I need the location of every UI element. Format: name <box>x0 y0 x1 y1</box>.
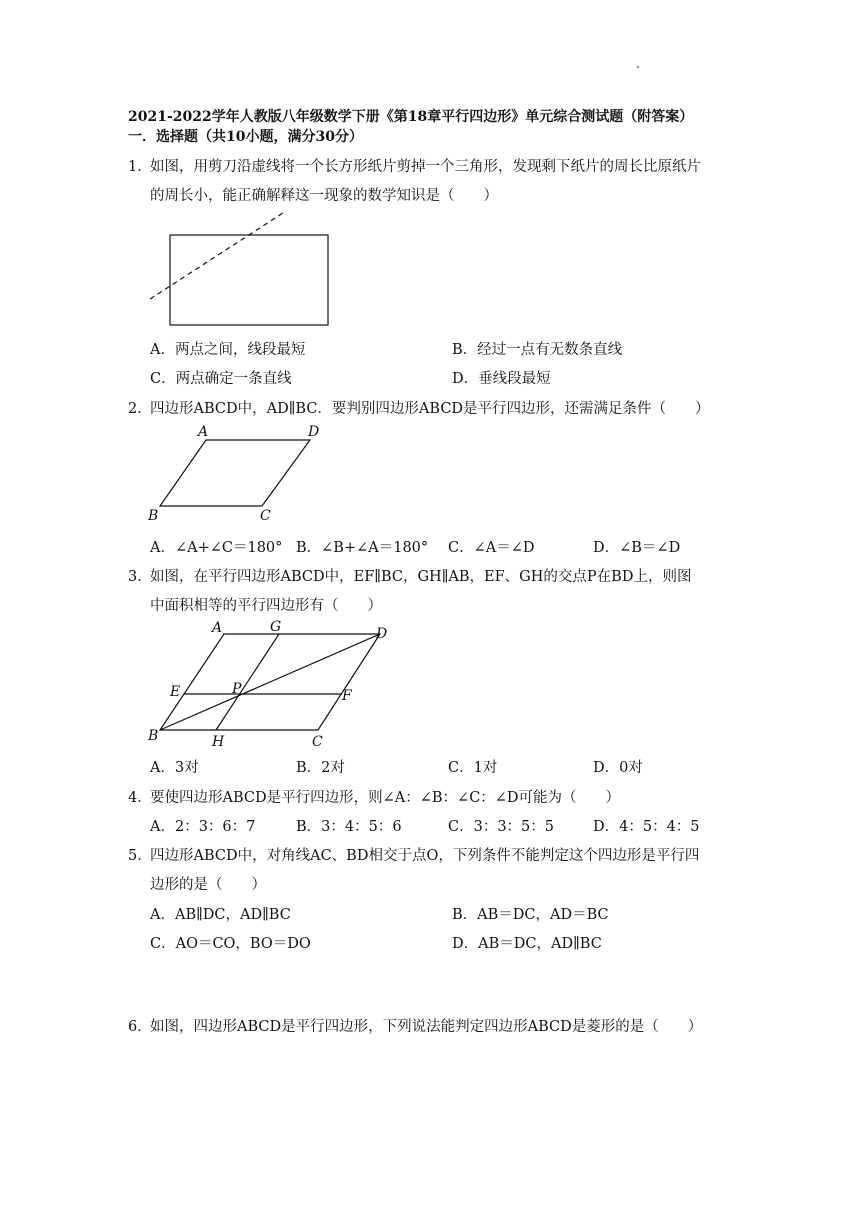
figure-parallelogram-abcd <box>140 420 340 530</box>
option-b[interactable]: B．AB＝DC，AD＝BC <box>452 907 609 923</box>
option-c[interactable]: C．AO＝CO，BO＝DO <box>150 936 311 952</box>
vertex-label-a: A <box>198 424 209 440</box>
question-text-line2: 边形的是（ ） <box>150 877 266 893</box>
option-b[interactable]: B．3：4：5：6 <box>296 819 402 835</box>
vertex-label-a: A <box>212 620 223 636</box>
question-text-line1: 如图，用剪刀沿虚线将一个长方形纸片剪掉一个三角形，发现剩下纸片的周长比原纸片 <box>150 159 701 175</box>
question-text-line2: 的周长小，能正确解释这一现象的数学知识是（ ） <box>150 188 498 204</box>
question-text-line1: 要使四边形ABCD是平行四边形，则∠A：∠B：∠C：∠D可能为（ ） <box>150 790 621 806</box>
document-title: 2021-2022学年人教版八年级数学下册《第18章平行四边形》单元综合测试题（附答案） <box>128 109 694 125</box>
vertex-label-c: C <box>260 508 271 524</box>
option-c[interactable]: C．3：3：5：5 <box>448 819 554 835</box>
question-text-line1: 如图，四边形ABCD是平行四边形，下列说法能判定四边形ABCD是菱形的是（ ） <box>150 1019 703 1035</box>
question-number: 1． <box>128 159 152 175</box>
vertex-label-d: D <box>376 626 388 642</box>
point-label-e: E <box>170 684 181 700</box>
option-b[interactable]: B．2对 <box>296 760 345 776</box>
point-label-p: P <box>232 681 242 697</box>
point-label-g: G <box>270 619 282 635</box>
question-number: 3． <box>128 569 152 585</box>
option-a[interactable]: A．2：3：6：7 <box>150 819 256 835</box>
question-number: 6． <box>128 1019 152 1035</box>
option-d[interactable]: D．∠B＝∠D <box>593 540 681 556</box>
question-text-line1: 四边形ABCD中，对角线AC、BD相交于点O，下列条件不能判定这个四边形是平行四 <box>150 848 700 864</box>
vertex-label-b: B <box>148 508 159 524</box>
parallelogram-shape <box>160 440 310 506</box>
question-text-line1: 如图，在平行四边形ABCD中，EF∥BC，GH∥AB，EF、GH的交点P在BD上，则图 <box>150 569 692 585</box>
vertex-label-b: B <box>148 728 159 744</box>
option-a[interactable]: A．∠A+∠C＝180° <box>150 540 283 556</box>
point-label-f: F <box>342 688 352 704</box>
option-c[interactable]: C．两点确定一条直线 <box>150 371 292 387</box>
question-number: 4． <box>128 790 152 806</box>
option-c[interactable]: C．∠A＝∠D <box>448 540 535 556</box>
point-label-h: H <box>212 734 225 750</box>
question-text-line2: 中面积相等的平行四边形有（ ） <box>150 598 382 614</box>
figure-parallelogram-efgh <box>140 612 400 752</box>
figure-rectangle-cut <box>140 205 350 330</box>
option-a[interactable]: A．3对 <box>150 760 199 776</box>
option-d[interactable]: D．垂线段最短 <box>452 371 551 387</box>
rectangle-paper <box>170 235 328 325</box>
option-d[interactable]: D．AB＝DC，AD∥BC <box>452 936 602 952</box>
question-text-line1: 四边形ABCD中，AD∥BC．要判别四边形ABCD是平行四边形，还需满足条件（ ） <box>150 401 710 417</box>
question-number: 2． <box>128 401 152 417</box>
section-heading: 一．选择题（共10小题，满分30分） <box>128 129 363 145</box>
option-b[interactable]: B．经过一点有无数条直线 <box>452 342 623 358</box>
page-corner-mark <box>637 66 639 68</box>
vertex-label-c: C <box>312 734 323 750</box>
option-c[interactable]: C．1对 <box>448 760 498 776</box>
option-d[interactable]: D．4：5：4：5 <box>593 819 700 835</box>
option-a[interactable]: A．AB∥DC，AD∥BC <box>150 907 291 923</box>
option-a[interactable]: A．两点之间，线段最短 <box>150 342 306 358</box>
question-number: 5． <box>128 848 152 864</box>
vertex-label-d: D <box>308 424 320 440</box>
option-d[interactable]: D．0对 <box>593 760 643 776</box>
option-b[interactable]: B．∠B+∠A＝180° <box>296 540 429 556</box>
